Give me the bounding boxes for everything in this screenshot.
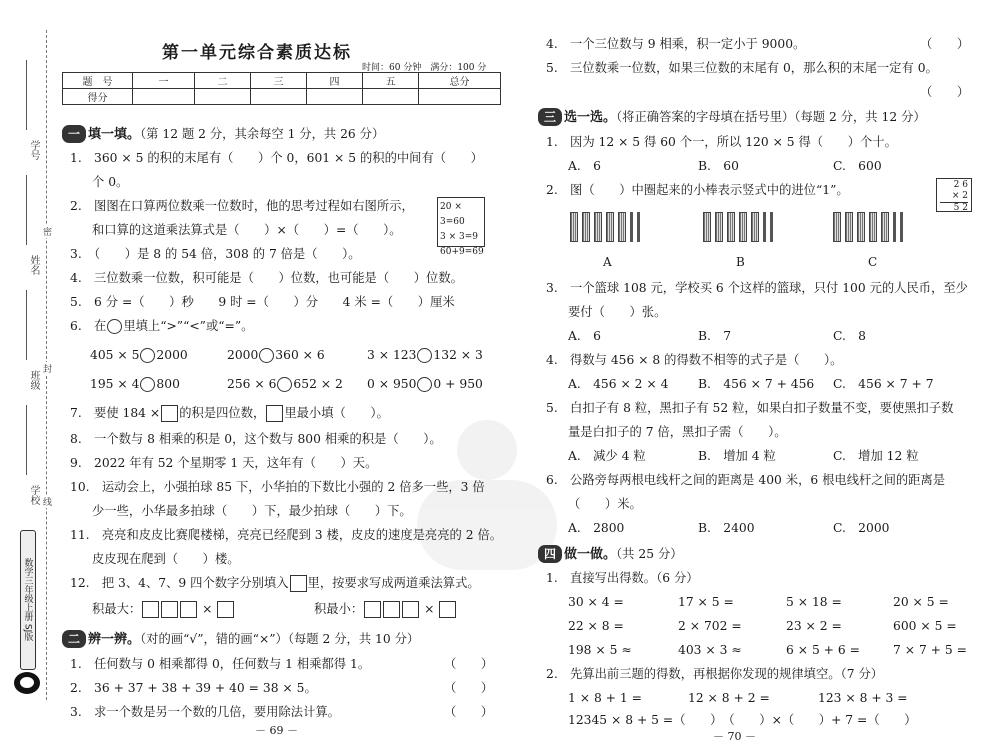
calc-item: 600 × 5 =	[893, 619, 957, 633]
answer-paren[interactable]: （ ）	[920, 85, 970, 99]
option-label[interactable]: B	[736, 255, 745, 269]
option[interactable]: B. 2400	[698, 521, 755, 535]
score-cell[interactable]	[251, 89, 307, 105]
calc-item: 1 × 8 + 1 =	[568, 691, 642, 705]
score-header: 五	[363, 73, 419, 89]
option[interactable]: C. 8	[833, 329, 866, 343]
option-label[interactable]: C	[868, 255, 878, 269]
score-cell[interactable]	[363, 89, 419, 105]
question: 1. 360 × 5 的积的末尾有（ ）个 0，601 × 5 的积的中间有（ ）	[70, 151, 483, 165]
page-69	[62, 0, 502, 754]
option-label[interactable]: A	[603, 255, 612, 269]
question: 1. 直接写出得数。（6 分）	[546, 571, 699, 585]
compare-item: 405 × 5 2000	[90, 348, 188, 362]
question: 12. 把 3、4、7、9 四个数字分别填入 里，按要求写成两道乘法算式。	[70, 576, 480, 590]
panda-logo-icon	[14, 672, 40, 694]
calc-item: 22 × 8 =	[568, 619, 624, 633]
compare-item: 0 × 950 0 + 950	[367, 377, 483, 391]
answer-circle[interactable]	[417, 377, 432, 392]
calc-item: 12 × 8 + 2 =	[688, 691, 770, 705]
option[interactable]: C. 2000	[833, 521, 890, 535]
vertical-calc-box: 2 6 × 2 5 2	[936, 178, 972, 212]
cut-mark: 线	[41, 497, 51, 506]
score-header: 一	[133, 73, 195, 89]
answer-circle[interactable]	[417, 348, 432, 363]
calc-item: 2 × 702 =	[678, 619, 742, 633]
question: 皮皮现在爬到（ ）楼。	[92, 552, 240, 566]
blank-line	[26, 290, 27, 360]
score-header: 二	[195, 73, 251, 89]
question: 10. 运动会上，小强拍球 85 下，小华拍的下数比小强的 2 倍多一些，3 倍	[70, 480, 485, 494]
question: 要付（ ）张。	[568, 305, 667, 319]
margin-label-name: 姓名	[28, 255, 39, 275]
score-header: 四	[307, 73, 363, 89]
question: 2. 先算出前三题的得数，再根据你发现的规律填空。（7 分）	[546, 667, 884, 681]
section-3-heading: 三 选一选。（将正确答案的字母填在括号里）（每题 2 分，共 12 分）	[538, 108, 926, 127]
max-product-row: 积最大： ×	[92, 601, 235, 618]
option[interactable]: A. 456 × 2 × 4	[568, 377, 669, 391]
option[interactable]: B. 7	[698, 329, 732, 343]
margin-label-id: 学号	[28, 140, 39, 160]
question: 2. 图图在口算两位数乘一位数时，他的思考过程如右图所示，	[70, 199, 414, 213]
answer-box[interactable]	[161, 405, 178, 422]
calc-item: 17 × 5 =	[678, 595, 734, 609]
judge-item: 3. 求一个数是另一个数的几倍，要用除法计算。	[70, 705, 340, 719]
option[interactable]: A. 6	[568, 159, 601, 173]
score-cell[interactable]	[307, 89, 363, 105]
book-spine-label: 数学三年级上册 SJ版	[20, 530, 36, 670]
answer-circle[interactable]	[140, 377, 155, 392]
stick-picture-b	[703, 212, 773, 242]
margin-label-class: 班级	[28, 370, 39, 390]
calc-item: 6 × 5 + 6 =	[786, 643, 860, 657]
section-1-heading: 一 填一填。（第 12 题 2 分，其余每空 1 分，共 26 分）	[62, 125, 384, 144]
question: 9. 2022 年有 52 个星期零 1 天，这年有（ ）天。	[70, 456, 378, 470]
calc-item: 5 × 18 =	[786, 595, 842, 609]
stick-picture-a	[570, 212, 640, 242]
option[interactable]: C. 600	[833, 159, 882, 173]
binding-margin	[0, 0, 58, 754]
calc-item: 7 × 7 + 5 =	[893, 643, 967, 657]
question: 4. 三位数乘一位数，积可能是（ ）位数，也可能是（ ）位数。	[70, 271, 463, 285]
option[interactable]: B. 60	[698, 159, 739, 173]
answer-box[interactable]	[142, 601, 159, 618]
question: （ ）米。	[568, 497, 642, 511]
question: 和口算的这道乘法算式是（ ）×（ ）=（ ）。	[92, 223, 402, 237]
question: 量是白扣子的 7 倍，黑扣子需（ ）。	[568, 425, 787, 439]
score-cell[interactable]	[133, 89, 195, 105]
calc-item: 30 × 4 =	[568, 595, 624, 609]
answer-circle[interactable]	[140, 348, 155, 363]
question: 5. 6 分 =（ ）秒 9 时 =（ ）分 4 米 =（ ）厘米	[70, 295, 455, 309]
question: 5. 白扣子有 8 粒，黑扣子有 52 粒，如果白扣子数量不变，要使黑扣子数	[546, 401, 954, 415]
question: 少一些，小华最多拍球（ ）下，最少拍球（ ）下。	[92, 504, 412, 518]
section-2-heading: 二 辨一辨。（对的画“√”，错的画“×”）（每题 2 分，共 10 分）	[62, 630, 419, 649]
score-header: 总分	[419, 73, 501, 89]
judge-item: 1. 任何数与 0 相乘都得 0，任何数与 1 相乘都得 1。	[70, 657, 371, 671]
judge-item: 5. 三位数乘一位数，如果三位数的末尾有 0，那么积的末尾一定有 0。	[546, 61, 938, 75]
question: 1. 因为 12 × 5 得 60 个一，所以 120 × 5 得（ ）个十。	[546, 135, 897, 149]
compare-item: 256 × 6 652 × 2	[227, 377, 343, 391]
score-cell[interactable]	[195, 89, 251, 105]
blank-line	[26, 405, 27, 475]
answer-box[interactable]	[180, 601, 197, 618]
answer-circle[interactable]	[259, 348, 274, 363]
calc-item: 403 × 3 ≈	[678, 643, 742, 657]
blank-line	[26, 175, 27, 245]
question: 6. 公路旁每两根电线杆之间的距离是 400 米，6 根电线杆之间的距离是	[546, 473, 946, 487]
answer-box[interactable]	[439, 601, 456, 618]
cut-mark: 封	[41, 364, 51, 373]
calc-item: 23 × 2 =	[786, 619, 842, 633]
section-4-heading: 四 做一做。（共 25 分）	[538, 545, 683, 564]
answer-paren[interactable]: （ ）	[444, 657, 494, 671]
calc-item: 198 × 5 ≈	[568, 643, 632, 657]
question: 4. 得数与 456 × 8 的得数不相等的式子是（ ）。	[546, 353, 843, 367]
calc-item: 123 × 8 + 3 =	[818, 691, 908, 705]
answer-paren[interactable]: （ ）	[444, 705, 494, 719]
answer-box[interactable]	[217, 601, 234, 618]
question: 7. 要使 184 × 的积是四位数， 里最小填（ ）。	[70, 406, 389, 420]
judge-item: 2. 36 + 37 + 38 + 39 + 40 = 38 × 5。	[70, 681, 317, 695]
answer-box[interactable]	[383, 601, 400, 618]
option[interactable]: A. 2800	[568, 521, 625, 535]
answer-paren[interactable]: （ ）	[920, 37, 970, 51]
compare-item: 195 × 4 800	[90, 377, 180, 391]
page-70	[538, 0, 978, 754]
page-title: 第一单元综合素质达标	[162, 43, 352, 63]
score-cell[interactable]	[419, 89, 501, 105]
score-header: 题 号	[63, 73, 133, 89]
compare-item: 2000 360 × 6	[227, 348, 325, 362]
question: 3. 一个篮球 108 元，学校买 6 个这样的篮球，只付 100 元的人民币，至少	[546, 281, 968, 295]
answer-paren[interactable]: （ ）	[444, 681, 494, 695]
mental-calc-box: 20 × 3=60 3 × 3=9 60+9=69	[437, 197, 485, 247]
exam-info: 时间：60 分钟 满分：100 分	[362, 63, 487, 73]
option[interactable]: A. 减少 4 粒	[568, 449, 646, 463]
judge-item: 4. 一个三位数与 9 相乘，积一定小于 9000。	[546, 37, 806, 51]
score-row-label: 得分	[63, 89, 133, 105]
option[interactable]: B. 456 × 7 + 456	[698, 377, 815, 391]
option[interactable]: A. 6	[568, 329, 601, 343]
answer-circle[interactable]	[277, 377, 292, 392]
calc-item: 12345 × 8 + 5 =（ ） （ ）×（ ）+ 7 =（ ）	[568, 713, 917, 727]
page-number: － 69 －	[255, 724, 298, 737]
answer-box[interactable]	[364, 601, 381, 618]
stick-picture-c	[833, 212, 903, 242]
option[interactable]: C. 增加 12 粒	[833, 449, 919, 463]
page-number: － 70 －	[713, 730, 756, 743]
cut-mark: 密	[41, 227, 51, 236]
question: 3. （ ）是 8 的 54 倍，308 的 7 倍是（ ）。	[70, 247, 361, 261]
margin-label-school: 学校	[28, 485, 39, 505]
compare-item: 3 × 123 132 × 3	[367, 348, 483, 362]
min-product-row: 积最小： ×	[314, 601, 457, 618]
blank-line	[26, 60, 27, 130]
option[interactable]: B. 增加 4 粒	[698, 449, 776, 463]
answer-box[interactable]	[161, 601, 178, 618]
question: 个 0。	[92, 175, 129, 189]
score-header: 三	[251, 73, 307, 89]
score-table	[62, 72, 501, 105]
calc-item: 20 × 5 =	[893, 595, 949, 609]
question: 11. 亮亮和皮皮比赛爬楼梯，亮亮已经爬到 3 楼，皮皮的速度是亮亮的 2 倍。	[70, 528, 503, 542]
question: 2. 图（ ）中圈起来的小棒表示竖式中的进位“1”。	[546, 183, 849, 197]
answer-box[interactable]	[266, 405, 283, 422]
question: 6. 在 里填上“>”“<”或“=”。	[70, 319, 254, 333]
option[interactable]: C. 456 × 7 + 7	[833, 377, 934, 391]
answer-box[interactable]	[402, 601, 419, 618]
question: 8. 一个数与 8 相乘的积是 0，这个数与 800 相乘的积是（ ）。	[70, 432, 442, 446]
